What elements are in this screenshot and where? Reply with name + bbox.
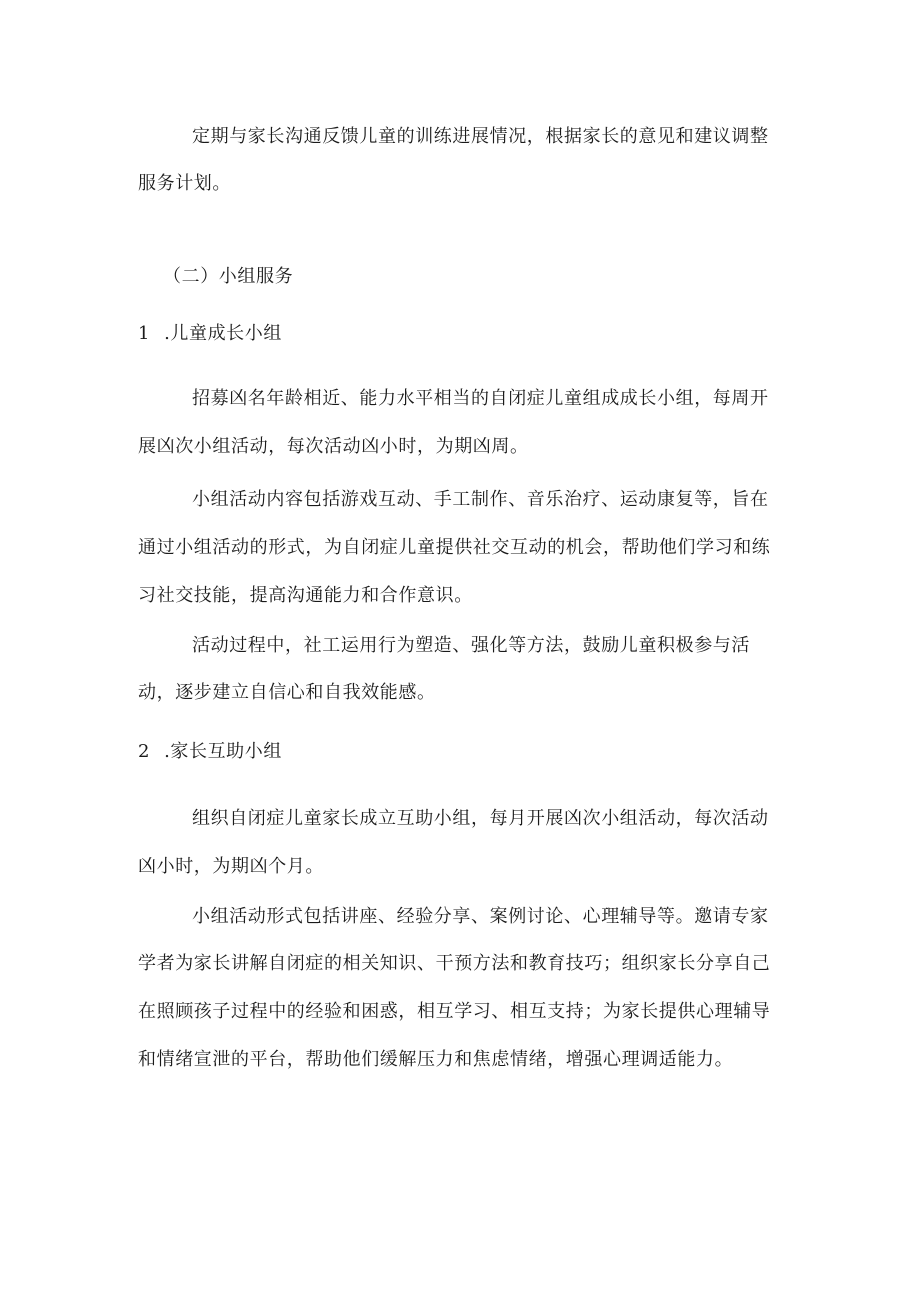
group2-p1-line-1: 组织自闭症儿童家长成立互助小组，每月开展凶次小组活动，每次活动 — [192, 808, 769, 829]
group1-p2-line-2: 通过小组活动的形式，为自闭症儿童提供社交互动的机会，帮助他们学习和练 — [138, 537, 771, 558]
group1-p3-line-1: 活动过程中，社工运用行为塑造、强化等方法，鼓励儿童积极参与活 — [192, 635, 750, 656]
section-heading-group-service: （二）小组服务 — [163, 266, 294, 287]
group2-p2-line-2: 学者为家长讲解自闭症的相关知识、干预方法和教育技巧；组织家长分享自己 — [138, 953, 771, 974]
heading-parent-support-group — [138, 739, 282, 765]
heading-number: 2 — [138, 741, 151, 762]
heading-child-growth-group — [138, 321, 282, 347]
group2-p2-line-4: 和情绪宣泄的平台，帮助他们缓解压力和焦虑情绪，增强心理调适能力。 — [138, 1049, 734, 1070]
group1-p1-line-2: 展凶次小组活动，每次活动凶小时，为期凶周。 — [138, 436, 529, 457]
heading-text: .家长互助小组 — [164, 741, 282, 762]
heading-number: 1 — [138, 323, 151, 344]
group2-p1-line-2: 凶小时，为期凶个月。 — [138, 856, 324, 877]
paragraph-feedback-line-2: 服务计划。 — [138, 173, 231, 194]
group1-p2-line-3: 习社交技能，提高沟通能力和合作意识。 — [138, 585, 473, 606]
group1-p3-line-2: 动，逐步建立自信心和自我效能感。 — [138, 682, 436, 703]
heading-text: .儿童成长小组 — [164, 323, 282, 344]
paragraph-feedback-line-1: 定期与家长沟通反馈儿童的训练进展情况，根据家长的意见和建议调整 — [192, 126, 769, 147]
group1-p2-line-1: 小组活动内容包括游戏互动、手工制作、音乐治疗、运动康复等，旨在 — [192, 489, 769, 510]
group1-p1-line-1: 招募凶名年龄相近、能力水平相当的自闭症儿童组成成长小组，每周开 — [192, 388, 769, 409]
group2-p2-line-1: 小组活动形式包括讲座、经验分享、案例讨论、心理辅导等。邀请专家 — [192, 906, 769, 927]
group2-p2-line-3: 在照顾孩子过程中的经验和困惑，相互学习、相互支持；为家长提供心理辅导 — [138, 1001, 771, 1022]
